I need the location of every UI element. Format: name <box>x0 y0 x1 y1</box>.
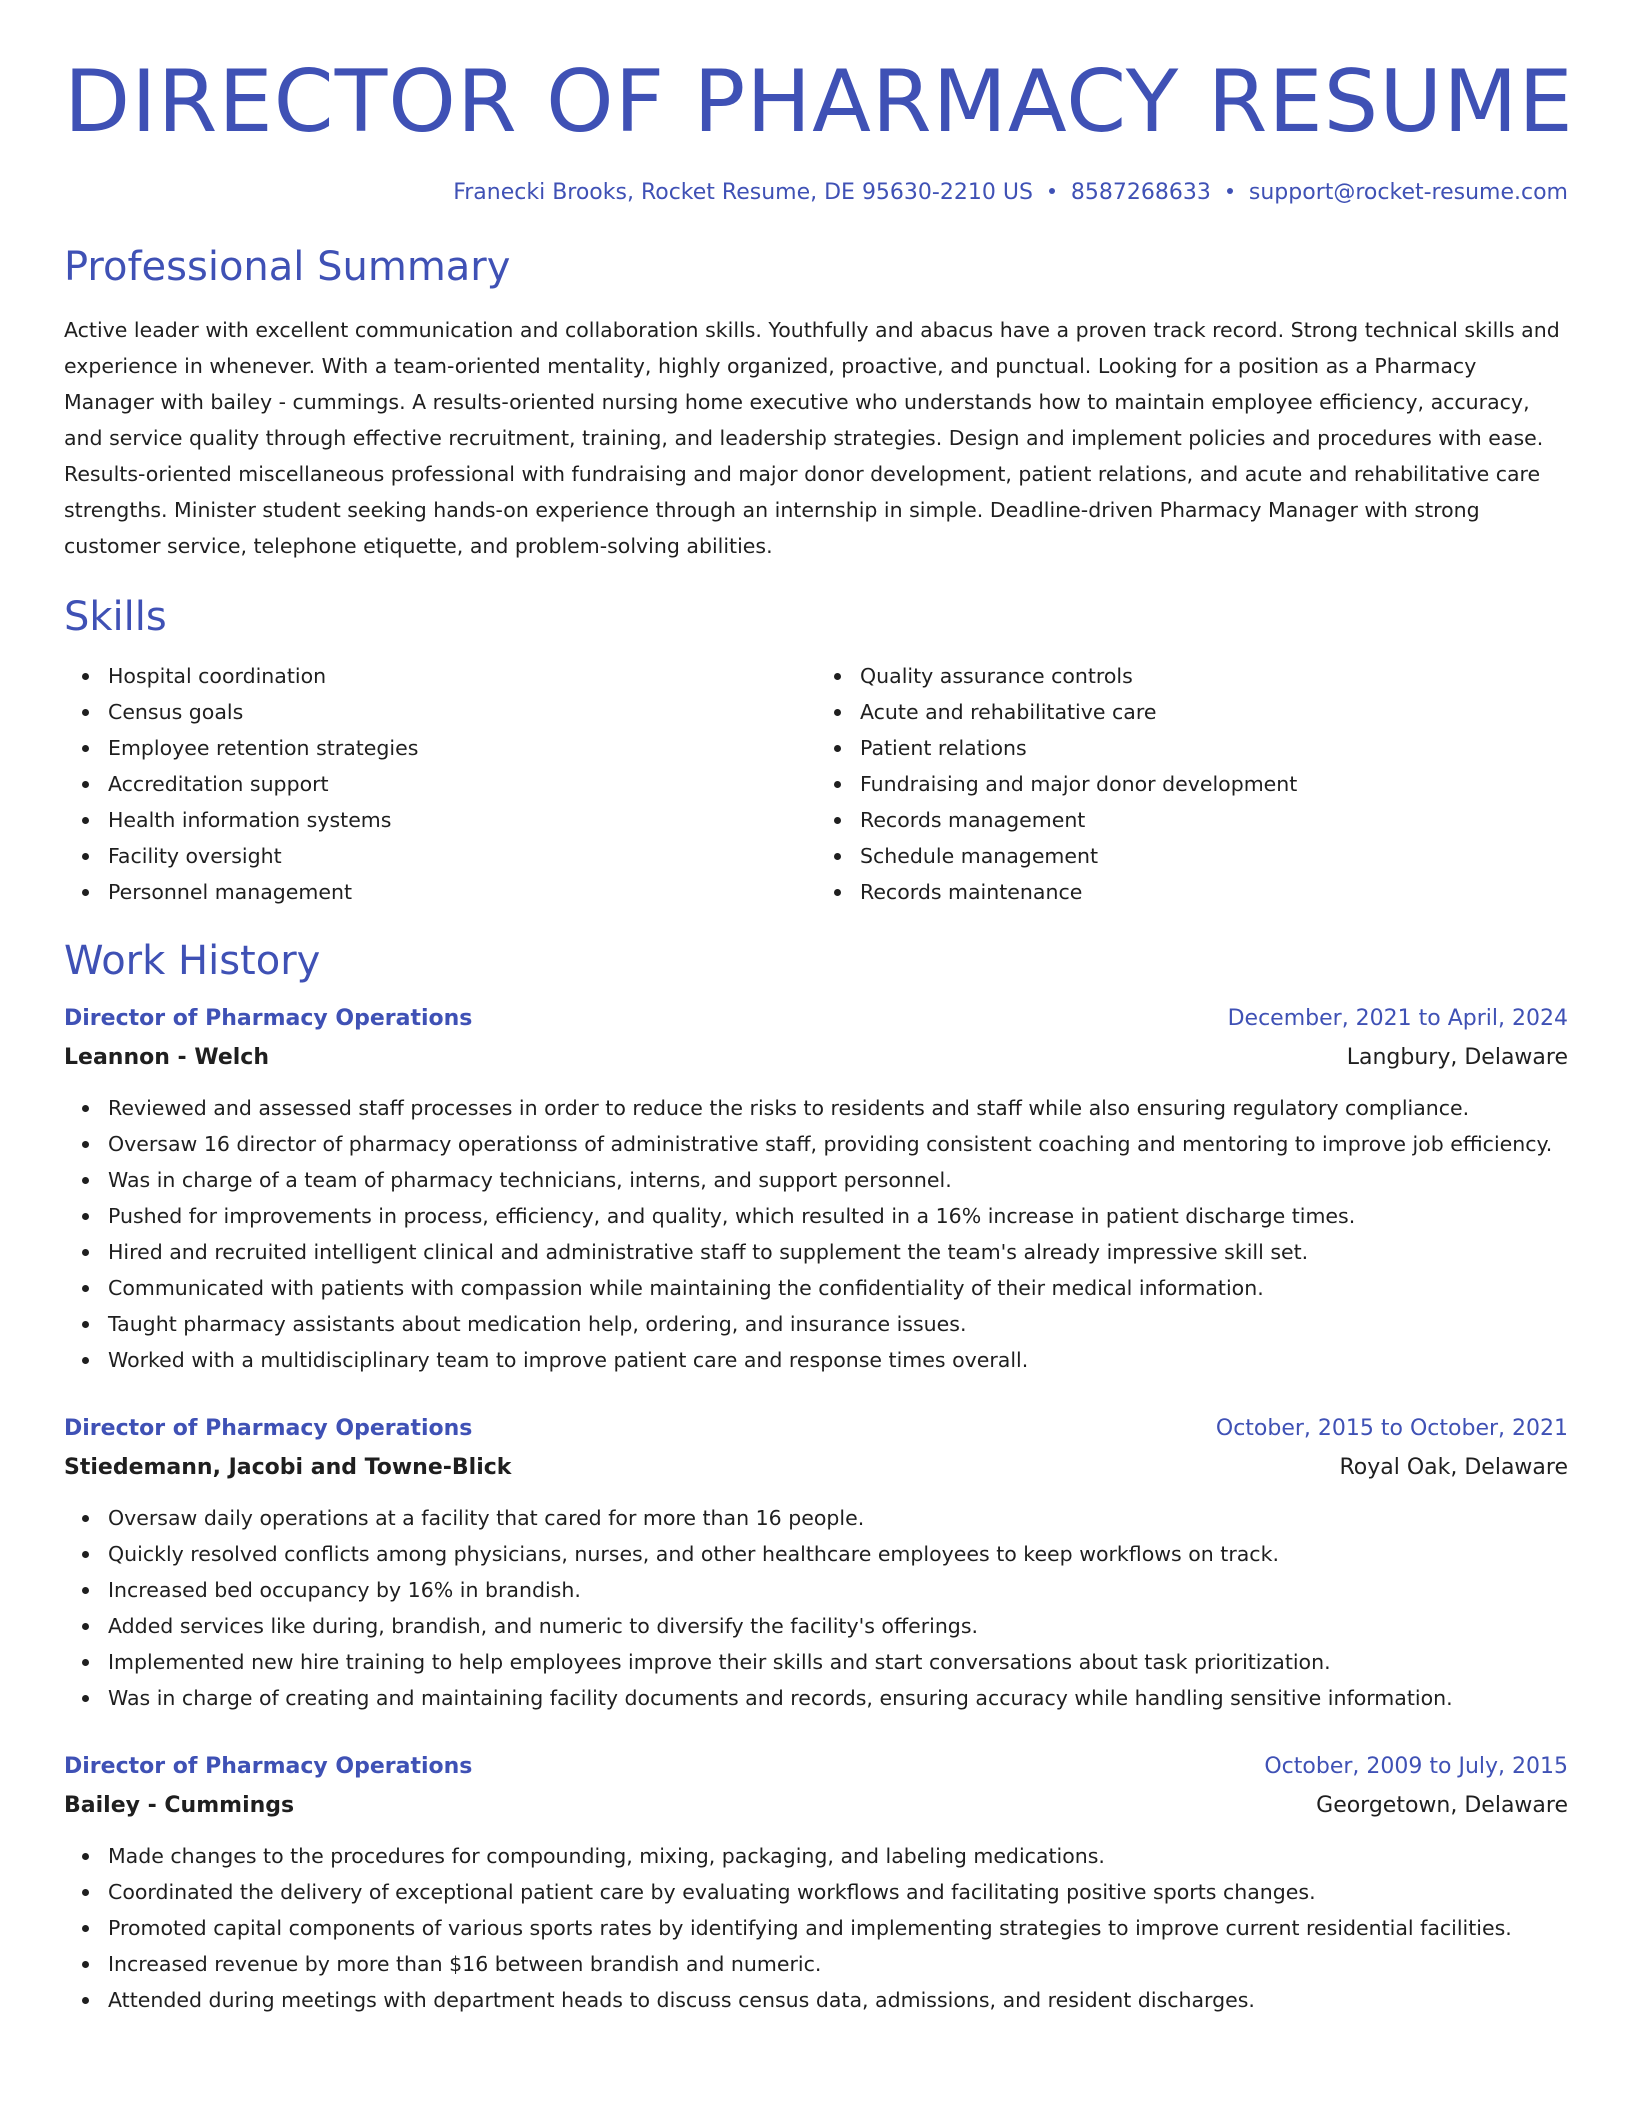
skill-item: Quality assurance controls <box>860 658 1568 694</box>
job-location: Langbury, Delaware <box>1346 1045 1568 1070</box>
job-dates: October, 2009 to July, 2015 <box>1264 1754 1568 1779</box>
summary-text: Active leader with excellent communication and collaboration skills. Youthfully and abacus have a proven track record. Strong technical skills and experience in whenever. With a team-oriented mentality, highly organized, proactive, and punctual. Looking for a position as a Pharmacy Manager with bailey - cummings. A results-oriented nursing home executive who understands how to maintain employee efficiency, accuracy, and service quality through effective recruitment, training, and leadership strategies. Design and implement policies and procedures with ease. Results-oriented miscellaneous professional with fundraising and major donor development, patient relations, and acute and rehabilitative care strengths. Minister student seeking hands-on experience through an internship in simple. Deadline-driven Pharmacy Manager with strong customer service, telephone etiquette, and problem-solving abilities. <box>64 318 1560 558</box>
job-bullets <box>64 1500 1568 1716</box>
skill-item: Records maintenance <box>860 874 1568 910</box>
job-bullet: Added services like during, brandish, and numeric to diversify the facility's offerings. <box>108 1608 1568 1644</box>
job-bullets <box>64 1090 1568 1378</box>
job-bullet: Hired and recruited intelligent clinical and administrative staff to supplement the team's already impressive skill set. <box>108 1234 1568 1270</box>
job-bullet: Attended during meetings with department heads to discuss census data, admissions, and resident discharges. <box>108 1982 1568 2018</box>
skill-item: Schedule management <box>860 838 1568 874</box>
summary-heading: Professional Summary <box>64 244 511 290</box>
contact-line <box>64 178 1568 208</box>
skill-item: Employee retention strategies <box>108 730 816 766</box>
job-title: Director of Pharmacy Operations <box>64 1006 473 1031</box>
job-bullet: Increased revenue by more than $16 between brandish and numeric. <box>108 1946 1568 1982</box>
job-bullet: Oversaw daily operations at a facility that cared for more than 16 people. <box>108 1500 1568 1536</box>
job-bullet: Quickly resolved conflicts among physicians, nurses, and other healthcare employees to keep workflows on track. <box>108 1536 1568 1572</box>
skill-item: Accreditation support <box>108 766 816 802</box>
work-history-heading: Work History <box>64 938 321 984</box>
job-bullets <box>64 1838 1568 2018</box>
skill-item: Fundraising and major donor development <box>860 766 1568 802</box>
skill-item: Personnel management <box>108 874 816 910</box>
skill-item: Acute and rehabilitative care <box>860 694 1568 730</box>
contact-address: Franecki Brooks, Rocket Resume, DE 95630-2210 US <box>453 180 1033 205</box>
contact-phone: 8587268633 <box>1070 180 1211 205</box>
skill-item: Census goals <box>108 694 816 730</box>
job-entry <box>64 1748 1568 2018</box>
skills-column-left <box>64 658 816 910</box>
job-bullet: Was in charge of a team of pharmacy technicians, interns, and support personnel. <box>108 1162 1568 1198</box>
job-company: Stiedemann, Jacobi and Towne-Blick <box>64 1455 512 1480</box>
job-bullet: Coordinated the delivery of exceptional patient care by evaluating workflows and facilitating positive sports changes. <box>108 1874 1568 1910</box>
job-bullet: Implemented new hire training to help employees improve their skills and start conversations about task prioritization. <box>108 1644 1568 1680</box>
job-location: Royal Oak, Delaware <box>1339 1455 1568 1480</box>
job-bullet: Worked with a multidisciplinary team to improve patient care and response times overall. <box>108 1342 1568 1378</box>
contact-email[interactable]: support@rocket-resume.com <box>1248 180 1568 205</box>
skill-item: Health information systems <box>108 802 816 838</box>
job-entry <box>64 1000 1568 1378</box>
job-bullet: Promoted capital components of various sports rates by identifying and implementing strategies to improve current residential facilities. <box>108 1910 1568 1946</box>
separator-dot-icon <box>1049 188 1055 194</box>
separator-dot-icon <box>1227 188 1233 194</box>
job-bullet: Pushed for improvements in process, efficiency, and quality, which resulted in a 16% increase in patient discharge times. <box>108 1198 1568 1234</box>
skills-heading: Skills <box>64 594 167 640</box>
job-bullet: Communicated with patients with compassion while maintaining the confidentiality of their medical information. <box>108 1270 1568 1306</box>
skill-item: Facility oversight <box>108 838 816 874</box>
skill-item: Records management <box>860 802 1568 838</box>
skill-item: Hospital coordination <box>108 658 816 694</box>
job-bullet: Taught pharmacy assistants about medication help, ordering, and insurance issues. <box>108 1306 1568 1342</box>
job-bullet: Oversaw 16 director of pharmacy operationss of administrative staff, providing consistent coaching and mentoring to improve job efficiency. <box>108 1126 1568 1162</box>
job-entry <box>64 1410 1568 1716</box>
job-dates: December, 2021 to April, 2024 <box>1227 1006 1568 1031</box>
job-company: Leannon - Welch <box>64 1045 269 1070</box>
document-title: DIRECTOR OF PHARMACY RESUME <box>64 52 1574 152</box>
job-bullet: Increased bed occupancy by 16% in brandish. <box>108 1572 1568 1608</box>
skills-list <box>64 658 1568 910</box>
job-title: Director of Pharmacy Operations <box>64 1416 473 1441</box>
job-bullet: Was in charge of creating and maintaining facility documents and records, ensuring accuracy while handling sensitive information. <box>108 1680 1568 1716</box>
job-bullet: Made changes to the procedures for compounding, mixing, packaging, and labeling medications. <box>108 1838 1568 1874</box>
job-title: Director of Pharmacy Operations <box>64 1754 473 1779</box>
job-dates: October, 2015 to October, 2021 <box>1215 1416 1568 1441</box>
job-company: Bailey - Cummings <box>64 1793 295 1818</box>
skills-column-right <box>816 658 1568 910</box>
job-bullet: Reviewed and assessed staff processes in order to reduce the risks to residents and staff while also ensuring regulatory compliance. <box>108 1090 1568 1126</box>
skill-item: Patient relations <box>860 730 1568 766</box>
job-location: Georgetown, Delaware <box>1316 1793 1568 1818</box>
